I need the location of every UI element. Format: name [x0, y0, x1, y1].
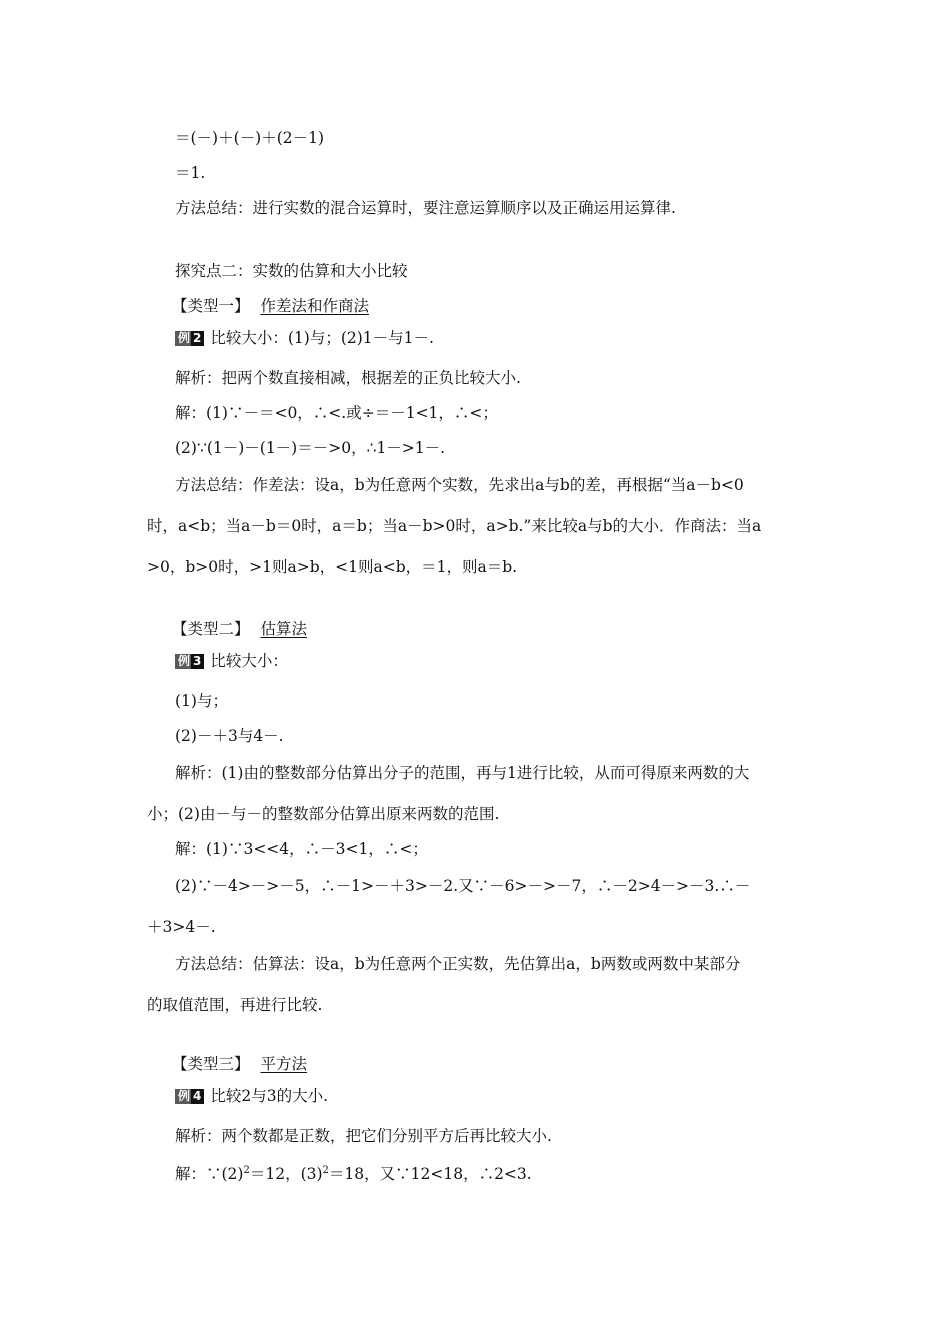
example-3-analysis-1: 解析：(1)由的整数部分估算出分子的范围，再与1进行比较，从而可得原来两数的大 — [175, 764, 750, 782]
example-4-text: 比较2与3的大小. — [210, 1087, 329, 1105]
example-3-solution-3: ＋3>4－. — [147, 918, 216, 936]
example-3-summary-2: 的取值范围，再进行比较. — [147, 996, 323, 1014]
example-2-analysis: 解析：把两个数直接相减，根据差的正负比较大小. — [175, 369, 521, 387]
type3-title: 平方法 — [260, 1055, 307, 1073]
example-2-solution-2: (2)∵(1－)－(1－)＝－>0，∴1－>1－. — [175, 439, 446, 457]
type2-label: 【类型二】 — [172, 620, 250, 638]
type1-label: 【类型一】 — [172, 297, 250, 315]
example-2-summary-2: 时，a<b；当a－b＝0时，a＝b；当a－b>0时，a>b.”来比较a与b的大小．作商法：当a — [147, 517, 762, 535]
example-2-solution-1: 解：(1)∵－＝<0，∴<.或÷＝－1<1，∴<； — [175, 404, 498, 422]
type1-title: 作差法和作商法 — [260, 297, 369, 315]
equation-line-1: ＝(－)＋(－)＋(2－1) — [175, 129, 325, 147]
example-3-solution-1: 解：(1)∵3<<4，∴－3<1，∴<； — [175, 840, 428, 858]
type1-heading — [172, 296, 369, 316]
type2-heading — [172, 619, 307, 639]
example-3-question-2: (2)－＋3与4－. — [175, 727, 284, 745]
method-summary-1: 方法总结：进行实数的混合运算时，要注意运算顺序以及正确运用运算律. — [175, 199, 676, 217]
example-4-badge: 例 4 — [175, 1089, 204, 1104]
superscript-2: 2 — [243, 1165, 250, 1176]
example-3-solution-2: (2)∵－4>－>－5，∴－1>－＋3>－2.又∵－6>－>－7，∴－2>4－>－3.∴－ — [175, 877, 751, 895]
example-2-text: 比较大小：(1)与；(2)1－与1－. — [210, 329, 434, 347]
type3-heading — [172, 1054, 307, 1074]
example-2-summary-1: 方法总结：作差法：设a，b为任意两个实数，先求出a与b的差，再根据“当a－b<0 — [175, 476, 744, 494]
section-heading-2: 探究点二：实数的估算和大小比较 — [175, 262, 408, 280]
example-2-summary-3: >0，b>0时，>1则a>b，<1则a<b，＝1，则a＝b. — [147, 558, 518, 576]
example-3-summary-1: 方法总结：估算法：设a，b为任意两个正实数，先估算出a，b两数或两数中某部分 — [175, 955, 741, 973]
type3-label: 【类型三】 — [172, 1055, 250, 1073]
example-3-analysis-2: 小；(2)由－与－的整数部分估算出原来两数的范围. — [147, 805, 500, 823]
type2-title: 估算法 — [260, 620, 307, 638]
superscript-2: 2 — [322, 1165, 329, 1176]
example-2-badge: 例 2 — [175, 331, 204, 346]
example-3 — [175, 651, 288, 671]
example-4 — [175, 1086, 328, 1106]
example-3-text: 比较大小： — [210, 652, 288, 670]
example-4-solution: 解：$\because(2)^2=12$，$(3)^2=18$，又∵12<18，∴2<3. — [175, 1165, 532, 1183]
example-2 — [175, 328, 434, 348]
example-3-badge: 例 3 — [175, 654, 204, 669]
example-3-question-1: (1)与； — [175, 692, 228, 710]
equation-line-2: ＝1. — [175, 164, 206, 182]
example-4-analysis: 解析：两个数都是正数，把它们分别平方后再比较大小. — [175, 1127, 552, 1145]
